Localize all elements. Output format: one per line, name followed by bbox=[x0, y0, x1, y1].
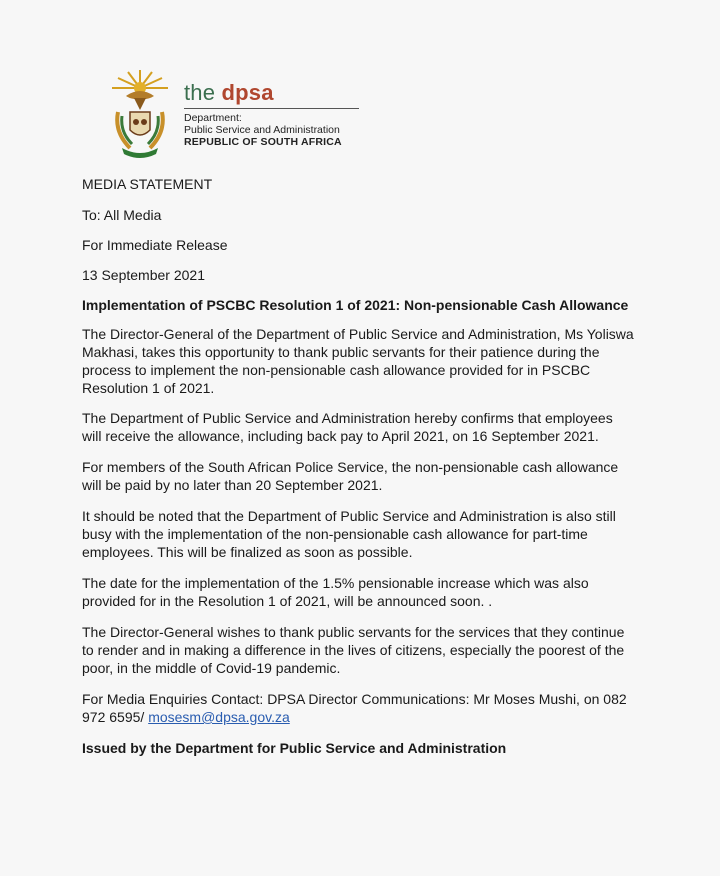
logo-text bbox=[184, 80, 364, 148]
date-line: 13 September 2021 bbox=[82, 267, 205, 283]
brand-divider bbox=[184, 108, 359, 109]
coat-of-arms-icon bbox=[104, 66, 176, 162]
dpsa-logo-block bbox=[104, 66, 364, 166]
recipient-line: To: All Media bbox=[82, 207, 162, 223]
paragraph-4: It should be noted that the Department of Public Service and Administration is also still busy with the implementation of the non-pensionable cash allowance for part-time employees. This will be finalized as soon as possible. bbox=[82, 508, 616, 560]
paragraph-1: The Director-General of the Department of Public Service and Administration, Ms Yoliswa Makhasi, takes this opportunity to thank public servants for their patience during the process to implement the non-pensionable cash allowance provided for in PSCBC Resolution 1 of 2021. bbox=[82, 326, 634, 396]
brand-name: the dpsa bbox=[184, 80, 274, 105]
media-contact bbox=[82, 690, 634, 726]
paragraph-2: The Department of Public Service and Administration hereby confirms that employees will receive the allowance, including back pay to April 2021, on 16 September 2021. bbox=[82, 410, 613, 444]
contact-email-link[interactable]: mosesm@dpsa.gov.za bbox=[148, 709, 290, 725]
statement-title: Implementation of PSCBC Resolution 1 of 2021: Non-pensionable Cash Allowance bbox=[82, 297, 629, 313]
paragraph-6: The Director-General wishes to thank public servants for the services that they continue to render and in making a difference in the lives of citizens, especially the poorest of the poor, in the middle of Covid-19 pandemic. bbox=[82, 624, 625, 676]
release-line: For Immediate Release bbox=[82, 237, 228, 253]
issued-by: Issued by the Department for Public Service and Administration bbox=[82, 740, 507, 756]
paragraph-5: The date for the implementation of the 1.5% pensionable increase which was also provided for in the Resolution 1 of 2021, will be announced soon. . bbox=[82, 575, 589, 609]
dept-label: Department: bbox=[184, 112, 242, 124]
document-type: MEDIA STATEMENT bbox=[82, 176, 213, 192]
country-name: REPUBLIC OF SOUTH AFRICA bbox=[184, 136, 342, 148]
statement-body bbox=[82, 175, 634, 757]
paragraph-3: For members of the South African Police Service, the non-pensionable cash allowance will be paid by no later than 20 September 2021. bbox=[82, 459, 619, 493]
dept-name: Public Service and Administration bbox=[184, 124, 340, 136]
contact-text: For Media Enquiries Contact: DPSA Director Communications: Mr Moses Mushi, on 082 972 6595/ bbox=[82, 691, 627, 725]
